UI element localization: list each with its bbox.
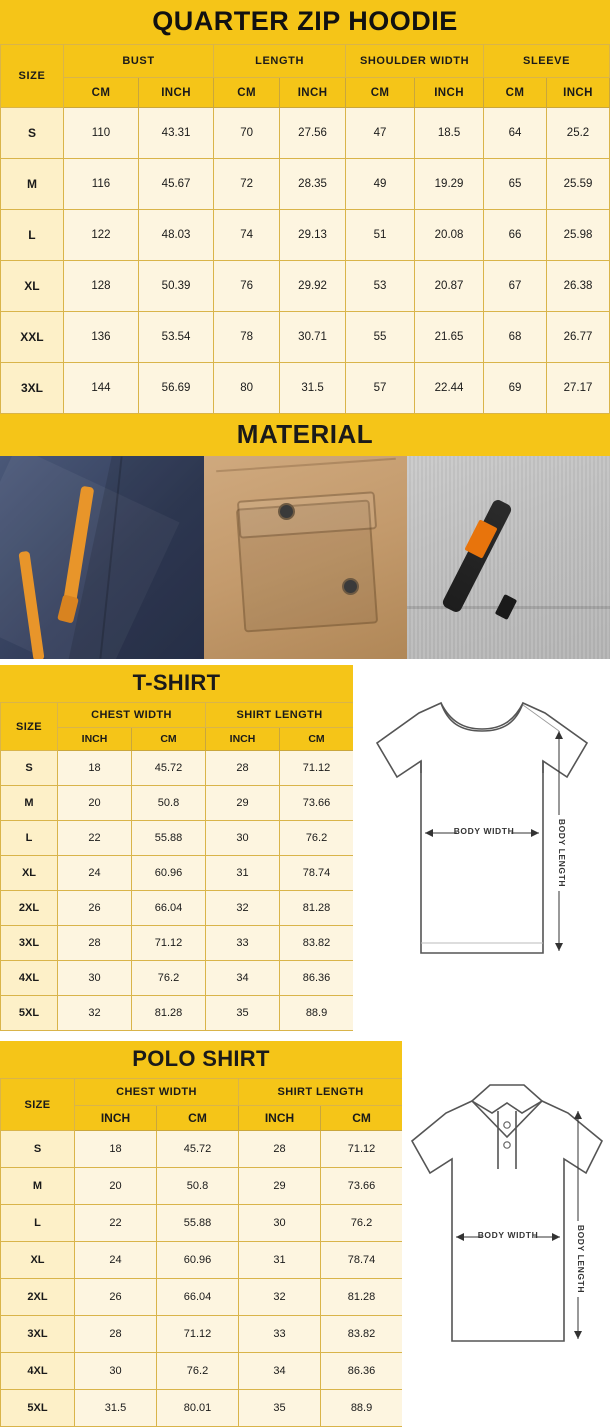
cell: 71.12: [132, 926, 206, 961]
tshirt-size-5xl: 5XL: [1, 996, 58, 1031]
cell: 76.2: [157, 1353, 239, 1390]
tan-sleeve-pocket-photo: [204, 456, 407, 659]
cell: 67: [484, 261, 547, 312]
tshirt-diagram-panel: [353, 665, 610, 1031]
polo-header-size: SIZE: [1, 1079, 75, 1131]
cell: 45.67: [139, 159, 214, 210]
cell: 30: [206, 821, 280, 856]
cell: 24: [58, 856, 132, 891]
cell: 22: [75, 1205, 157, 1242]
polo-size-xl: XL: [1, 1242, 75, 1279]
cell: 21.65: [415, 312, 484, 363]
tshirt-size-m: M: [1, 786, 58, 821]
cell: 49: [346, 159, 415, 210]
cell: 50.39: [139, 261, 214, 312]
cell: 25.98: [546, 210, 609, 261]
cell: 48.03: [139, 210, 214, 261]
cell: 29.13: [280, 210, 346, 261]
tshirt-body-length-label: BODY LENGTH: [557, 818, 567, 888]
polo-unit-chest-inch: INCH: [75, 1106, 157, 1131]
polo-header-shirt-length: SHIRT LENGTH: [239, 1079, 403, 1106]
polo-size-3xl: 3XL: [1, 1316, 75, 1353]
tshirt-header-chest-width: CHEST WIDTH: [58, 703, 206, 728]
cell: 45.72: [132, 751, 206, 786]
cell: 86.36: [321, 1353, 403, 1390]
cell: 80: [214, 363, 280, 414]
material-title: MATERIAL: [0, 414, 610, 456]
cell: 27.17: [546, 363, 609, 414]
cell: 33: [206, 926, 280, 961]
cell: 35: [239, 1390, 321, 1427]
cell: 88.9: [321, 1390, 403, 1427]
cell: 116: [63, 159, 138, 210]
cell: 66.04: [132, 891, 206, 926]
hoodie-header-sleeve: SLEEVE: [484, 45, 610, 78]
cell: 22.44: [415, 363, 484, 414]
polo-diagram-panel: [402, 1041, 610, 1427]
cell: 24: [75, 1242, 157, 1279]
cell: 28: [75, 1316, 157, 1353]
cell: 74: [214, 210, 280, 261]
table-row: [1, 926, 354, 961]
polo-group-header-row: [1, 1079, 403, 1106]
cell: 18.5: [415, 108, 484, 159]
cell: 73.66: [321, 1168, 403, 1205]
hoodie-group-header-row: [1, 45, 610, 78]
tshirt-size-3xl: 3XL: [1, 926, 58, 961]
cell: 20: [75, 1168, 157, 1205]
cell: 32: [206, 891, 280, 926]
cell: 66: [484, 210, 547, 261]
cell: 26.38: [546, 261, 609, 312]
hoodie-section: [0, 0, 610, 414]
polo-size-table: [0, 1078, 403, 1427]
cell: 29: [206, 786, 280, 821]
tshirt-diagram: [353, 665, 610, 995]
cell: 47: [346, 108, 415, 159]
polo-size-m: M: [1, 1168, 75, 1205]
tshirt-unit-chest-cm: CM: [132, 728, 206, 751]
tshirt-size-xl: XL: [1, 856, 58, 891]
cell: 78: [214, 312, 280, 363]
cell: 26: [58, 891, 132, 926]
polo-unit-chest-cm: CM: [157, 1106, 239, 1131]
cell: 72: [214, 159, 280, 210]
table-row: [1, 1205, 403, 1242]
cell: 27.56: [280, 108, 346, 159]
polo-section: [0, 1041, 610, 1427]
tshirt-unit-length-inch: INCH: [206, 728, 280, 751]
hoodie-unit-length-cm: CM: [214, 78, 280, 108]
cell: 30: [239, 1205, 321, 1242]
grey-fabric-pen-photo: [407, 456, 610, 659]
cell: 81.28: [321, 1279, 403, 1316]
cell: 30: [75, 1353, 157, 1390]
cell: 28.35: [280, 159, 346, 210]
cell: 64: [484, 108, 547, 159]
cell: 50.8: [132, 786, 206, 821]
cell: 43.31: [139, 108, 214, 159]
hoodie-size-3xl: 3XL: [1, 363, 64, 414]
navy-hoodie-drawstring-photo: [0, 456, 204, 659]
cell: 32: [58, 996, 132, 1031]
cell: 86.36: [280, 961, 354, 996]
cell: 71.12: [280, 751, 354, 786]
tshirt-table-panel: [0, 665, 353, 1031]
tshirt-body-width-label: BODY WIDTH: [453, 826, 515, 836]
tshirt-size-4xl: 4XL: [1, 961, 58, 996]
polo-size-4xl: 4XL: [1, 1353, 75, 1390]
cell: 83.82: [280, 926, 354, 961]
cell: 83.82: [321, 1316, 403, 1353]
table-row: [1, 159, 610, 210]
table-row: [1, 786, 354, 821]
tshirt-title: T-SHIRT: [0, 665, 353, 702]
cell: 22: [58, 821, 132, 856]
cell: 18: [58, 751, 132, 786]
hoodie-size-l: L: [1, 210, 64, 261]
cell: 20: [58, 786, 132, 821]
hoodie-size-xxl: XXL: [1, 312, 64, 363]
tshirt-unit-length-cm: CM: [280, 728, 354, 751]
cell: 60.96: [157, 1242, 239, 1279]
polo-size-l: L: [1, 1205, 75, 1242]
cell: 122: [63, 210, 138, 261]
hoodie-header-shoulder-width: SHOULDER WIDTH: [346, 45, 484, 78]
tshirt-header-shirt-length: SHIRT LENGTH: [206, 703, 354, 728]
hoodie-size-m: M: [1, 159, 64, 210]
table-row: [1, 1131, 403, 1168]
cell: 29: [239, 1168, 321, 1205]
cell: 45.72: [157, 1131, 239, 1168]
table-row: [1, 996, 354, 1031]
cell: 56.69: [139, 363, 214, 414]
tshirt-size-l: L: [1, 821, 58, 856]
polo-header-chest-width: CHEST WIDTH: [75, 1079, 239, 1106]
polo-size-2xl: 2XL: [1, 1279, 75, 1316]
cell: 26.77: [546, 312, 609, 363]
polo-diagram: [402, 1041, 610, 1371]
cell: 50.8: [157, 1168, 239, 1205]
cell: 53: [346, 261, 415, 312]
cell: 18: [75, 1131, 157, 1168]
cell: 28: [239, 1131, 321, 1168]
cell: 66.04: [157, 1279, 239, 1316]
cell: 144: [63, 363, 138, 414]
cell: 71.12: [157, 1316, 239, 1353]
cell: 31.5: [280, 363, 346, 414]
tshirt-header-size: SIZE: [1, 703, 58, 751]
hoodie-unit-sleeve-inch: INCH: [546, 78, 609, 108]
hoodie-unit-shoulder-inch: INCH: [415, 78, 484, 108]
cell: 35: [206, 996, 280, 1031]
table-row: [1, 1242, 403, 1279]
hoodie-unit-header-row: [1, 78, 610, 108]
cell: 53.54: [139, 312, 214, 363]
table-row: [1, 891, 354, 926]
hoodie-size-xl: XL: [1, 261, 64, 312]
cell: 76.2: [280, 821, 354, 856]
hoodie-title: QUARTER ZIP HOODIE: [0, 0, 610, 44]
cell: 110: [63, 108, 138, 159]
cell: 68: [484, 312, 547, 363]
cell: 76.2: [321, 1205, 403, 1242]
cell: 28: [58, 926, 132, 961]
cell: 33: [239, 1316, 321, 1353]
cell: 20.08: [415, 210, 484, 261]
table-row: [1, 1279, 403, 1316]
table-row: [1, 210, 610, 261]
cell: 55.88: [157, 1205, 239, 1242]
hoodie-header-size: SIZE: [1, 45, 64, 108]
tshirt-unit-chest-inch: INCH: [58, 728, 132, 751]
cell: 81.28: [280, 891, 354, 926]
cell: 73.66: [280, 786, 354, 821]
hoodie-unit-sleeve-cm: CM: [484, 78, 547, 108]
cell: 80.01: [157, 1390, 239, 1427]
table-row: [1, 108, 610, 159]
cell: 34: [206, 961, 280, 996]
cell: 55.88: [132, 821, 206, 856]
table-row: [1, 961, 354, 996]
cell: 25.59: [546, 159, 609, 210]
cell: 57: [346, 363, 415, 414]
hoodie-header-bust: BUST: [63, 45, 213, 78]
tshirt-size-s: S: [1, 751, 58, 786]
table-row: [1, 1168, 403, 1205]
cell: 136: [63, 312, 138, 363]
table-row: [1, 363, 610, 414]
cell: 31: [239, 1242, 321, 1279]
table-row: [1, 751, 354, 786]
polo-body-length-label: BODY LENGTH: [576, 1224, 586, 1294]
cell: 30: [58, 961, 132, 996]
cell: 26: [75, 1279, 157, 1316]
cell: 51: [346, 210, 415, 261]
table-row: [1, 261, 610, 312]
cell: 31.5: [75, 1390, 157, 1427]
table-row: [1, 856, 354, 891]
polo-unit-length-inch: INCH: [239, 1106, 321, 1131]
hoodie-unit-bust-cm: CM: [63, 78, 138, 108]
cell: 55: [346, 312, 415, 363]
table-row: [1, 312, 610, 363]
hoodie-unit-length-inch: INCH: [280, 78, 346, 108]
cell: 70: [214, 108, 280, 159]
cell: 32: [239, 1279, 321, 1316]
polo-table-panel: [0, 1041, 402, 1427]
table-row: [1, 1316, 403, 1353]
polo-size-s: S: [1, 1131, 75, 1168]
cell: 78.74: [321, 1242, 403, 1279]
polo-title: POLO SHIRT: [0, 1041, 402, 1078]
cell: 31: [206, 856, 280, 891]
cell: 25.2: [546, 108, 609, 159]
hoodie-header-length: LENGTH: [214, 45, 346, 78]
hoodie-unit-bust-inch: INCH: [139, 78, 214, 108]
tshirt-section: [0, 665, 610, 1031]
cell: 128: [63, 261, 138, 312]
polo-unit-length-cm: CM: [321, 1106, 403, 1131]
hoodie-unit-shoulder-cm: CM: [346, 78, 415, 108]
cell: 81.28: [132, 996, 206, 1031]
cell: 76: [214, 261, 280, 312]
cell: 78.74: [280, 856, 354, 891]
cell: 30.71: [280, 312, 346, 363]
table-row: [1, 1390, 403, 1427]
table-row: [1, 821, 354, 856]
cell: 29.92: [280, 261, 346, 312]
cell: 28: [206, 751, 280, 786]
cell: 76.2: [132, 961, 206, 996]
cell: 65: [484, 159, 547, 210]
cell: 60.96: [132, 856, 206, 891]
polo-body-width-label: BODY WIDTH: [477, 1230, 539, 1240]
table-row: [1, 1353, 403, 1390]
cell: 71.12: [321, 1131, 403, 1168]
material-photo-strip: [0, 456, 610, 659]
hoodie-size-table: [0, 44, 610, 414]
cell: 69: [484, 363, 547, 414]
polo-size-5xl: 5XL: [1, 1390, 75, 1427]
cell: 20.87: [415, 261, 484, 312]
material-section: [0, 414, 610, 659]
cell: 88.9: [280, 996, 354, 1031]
hoodie-size-s: S: [1, 108, 64, 159]
tshirt-size-table: [0, 702, 354, 1031]
tshirt-size-2xl: 2XL: [1, 891, 58, 926]
tshirt-group-header-row: [1, 703, 354, 728]
cell: 34: [239, 1353, 321, 1390]
cell: 19.29: [415, 159, 484, 210]
